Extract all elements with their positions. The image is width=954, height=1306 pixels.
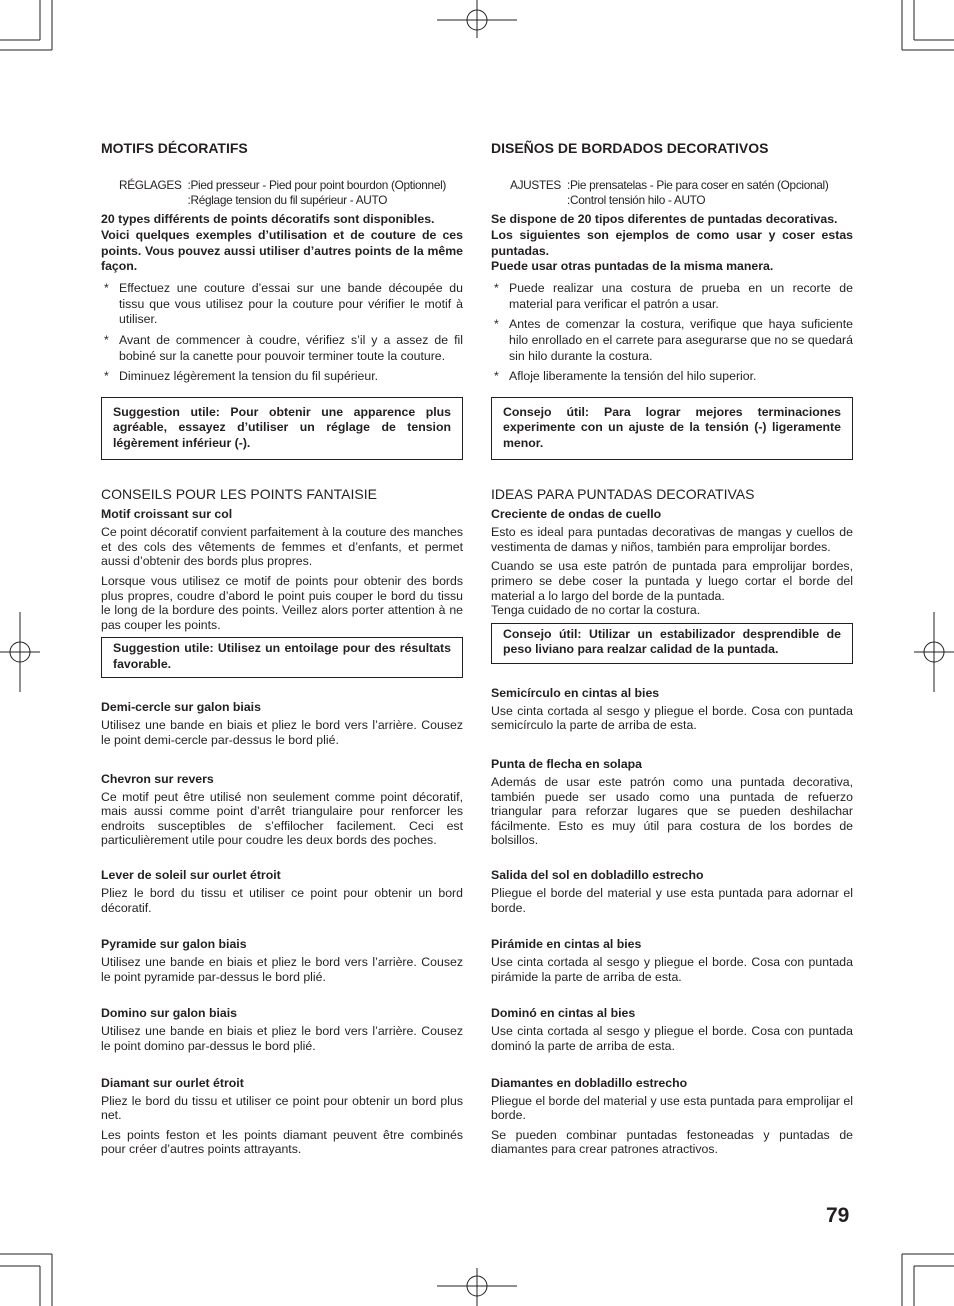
stitch-title: Semicírculo en cintas al bies [491,685,660,700]
stitch-section [101,1076,463,1157]
registration-mark-bottom [437,1268,517,1306]
paragraph: Se pueden combinar puntadas festoneadas y puntadas de diamantes para crear patrones atractivos. [491,1127,853,1157]
list-item: * Puede realizar una costura de prueba en un recorte de material para verificar el patrón a usar. [494,281,853,311]
stitch-title: Motif croissant sur col [101,507,233,522]
settings-values [567,178,828,208]
paragraph: Use cinta cortada al sesgo y pliegue el borde. Cosa con puntada dominó la parte de arriba de esta. [491,1024,853,1053]
subsection-heading: IDEAS PARA PUNTADAS DECORATIVAS [491,486,755,503]
stitch-title: Salida del sol en dobladillo estrecho [491,867,704,882]
suggestion-box: Consejo útil: Utilizar un estabilizador desprendible de peso liviano para realzar calidad de la puntada. [491,623,853,664]
stitch-section [101,700,463,747]
stitch-section [491,686,853,733]
subsection-heading: CONSEILS POUR LES POINTS FANTAISIE [101,486,377,503]
list-item: * Effectuez une couture d’essai sur une bande découpée du tissu que vous utilisez pour la couture pour vérifier le motif à utiliser. [104,281,463,327]
stitch-section [491,1006,853,1053]
stitch-title: Diamantes en dobladillo estrecho [491,1075,688,1090]
french-column [101,140,463,1162]
list-item: * Afloje liberamente la tensión del hilo superior. [494,369,757,384]
stitch-title: Pirámide en cintas al bies [491,937,642,952]
paragraph: Ce point décoratif convient parfaitement à la couture des manches et des cols des vêtements de femmes et d’enfants, et permet aussi d’obtenir des bords plus propres. [101,525,463,569]
stitch-title: Lever de soleil sur ourlet étroit [101,867,281,882]
list-item: * Antes de comenzar la costura, verifique que haya suficiente hilo enrollado en el carrete para asegurarse que no se quedará sin hilo durante la costura. [494,317,853,363]
registration-mark-right [914,612,954,692]
paragraph: Use cinta cortada al sesgo y pliegue el borde. Cosa con puntada pirámide la parte de arriba de esta. [491,955,853,984]
registration-mark-top [437,0,517,38]
paragraph: Además de usar este patrón como una puntada decorativa, también puede ser usado como una puntada de refuerzo triangular para reforzar lugares que se pueden deshilachar fácilmente. Esto es muy útil para costura de los bordes de bolsillos. [491,775,853,848]
stitch-section [101,868,463,915]
stitch-section [491,868,853,915]
paragraph: Pliez le bord du tissu et utiliser ce point pour obtenir un bord plus net. [101,1093,463,1123]
settings-block [101,178,463,208]
stitch-section [101,937,463,984]
paragraph: Pliegue el borde del material y use esta puntada para emprolijar el borde. [491,1093,853,1123]
paragraph: Cuando se usa este patrón de puntada para emprolijar bordes, primero se debe coser la puntada y luego cortar el borde del material a lo largo del borde de la puntada. [491,559,853,603]
list-item: * Diminuez légèrement la tension du fil supérieur. [104,369,379,384]
spanish-column [491,140,853,1162]
stitch-section [101,1006,463,1053]
stitch-title: Pyramide sur galon biais [101,937,247,952]
settings-block [491,178,853,208]
section-title: MOTIFS DÉCORATIFS [101,140,248,156]
paragraph: Utilisez une bande en biais et pliez le bord vers l’arrière. Cousez le point pyramide par-dessus le bord plié. [101,955,463,984]
paragraph: Tenga cuidado de no cortar la costura. [491,603,701,618]
settings-value: :Pie prensatelas - Pie para coser en satén (Opcional) [567,178,829,192]
paragraph: Esto es ideal para puntadas decorativas de mangas y cuellos de vestimenta de damas y niños, también para emprolijar bordes. [491,525,853,554]
stitch-title: Demi-cercle sur galon biais [101,700,261,715]
stitch-title: Domino sur galon biais [101,1006,237,1021]
stitch-title: Dominó en cintas al bies [491,1006,636,1021]
paragraph: Use cinta cortada al sesgo y pliegue el borde. Cosa con puntada semicírculo la parte de arriba de esta. [491,703,853,733]
paragraph: Lorsque vous utilisez ce motif de points pour obtenir des bords plus propres, coudre d’abord le point puis couper le bord du tissu le long de la bordure des points. Veillez alors porter attention à ne pas couper les points. [101,574,463,632]
asterisk-bullet: * [494,281,499,296]
stitch-section [491,937,853,984]
registration-mark-left [0,612,40,692]
settings-label: RÉGLAGES [119,178,182,192]
notes-list [101,281,463,385]
settings-value: :Control tensión hilo - AUTO [567,193,706,207]
asterisk-bullet: * [104,332,109,347]
intro-text: Los siguientes son ejemplos de como usar y coser estas puntadas. [491,227,853,258]
paragraph: Pliegue el borde del material y use esta puntada para adornar el borde. [491,885,853,915]
stitch-title: Chevron sur revers [101,771,214,786]
notes-list [491,281,853,385]
intro-text: 20 types différents de points décoratifs sont disponibles. [101,212,435,226]
paragraph: Utilisez une bande en biais et pliez le bord vers l’arrière. Cousez le point demi-cercle par-dessus le bord plié. [101,718,463,747]
section-title: DISEÑOS DE BORDADOS DECORATIVOS [491,140,769,156]
stitch-section [491,1076,853,1157]
paragraph: Pliez le bord du tissu et utiliser ce point pour obtenir un bord décoratif. [101,885,463,915]
paragraph: Utilisez une bande en biais et pliez le bord vers l’arrière. Cousez le point domino par-dessus le bord plié. [101,1024,463,1053]
asterisk-bullet: * [104,281,109,296]
settings-values [188,178,447,208]
stitch-section [101,772,463,848]
paragraph: Les points feston et les points diamant peuvent être combinés pour créer d’autres points attrayants. [101,1127,463,1157]
intro-text: Se dispone de 20 tipos diferentes de puntadas decorativas. [491,212,838,226]
settings-value: :Réglage tension du fil supérieur - AUTO [187,193,388,207]
asterisk-bullet: * [494,317,499,332]
suggestion-box: Consejo útil: Para lograr mejores terminaciones experimente con un ajuste de la tensión (-) ligeramente menor. [491,397,853,461]
stitch-title: Creciente de ondas de cuello [491,507,662,522]
stitch-section [491,757,853,848]
paragraph: Ce motif peut être utilisé non seulement comme point décoratif, mais aussi comme point d’arrêt triangulaire pour renforcer les endroits susceptibles de s’effilocher facilement. Ceci est particulièrement utile pour coudre les deux bords des poches. [101,789,463,848]
intro-text: Puede usar otras puntadas de la misma manera. [491,259,774,274]
asterisk-bullet: * [104,369,109,384]
suggestion-box: Suggestion utile: Utilisez un entoilage pour des résultats favorable. [101,637,463,678]
asterisk-bullet: * [494,369,499,384]
settings-label: AJUSTES [510,178,561,192]
settings-value: :Pied presseur - Pied pour point bourdon (Optionnel) [187,178,447,192]
list-item: * Avant de commencer à coudre, vérifiez s’il y a assez de fil bobiné sur la canette pour pouvoir terminer toute la couture. [104,332,463,363]
stitch-title: Punta de flecha en solapa [491,757,643,771]
page-number: 79 [826,1204,850,1227]
stitch-title: Diamant sur ourlet étroit [101,1075,244,1090]
suggestion-box: Suggestion utile: Pour obtenir une apparence plus agréable, essayez d’utiliser un réglage de tension légèrement inférieur (-). [101,397,463,461]
intro-text: Voici quelques exemples d’utilisation et de couture de ces points. Vous pouvez aussi utiliser d’autres points de la même façon. [101,227,463,274]
